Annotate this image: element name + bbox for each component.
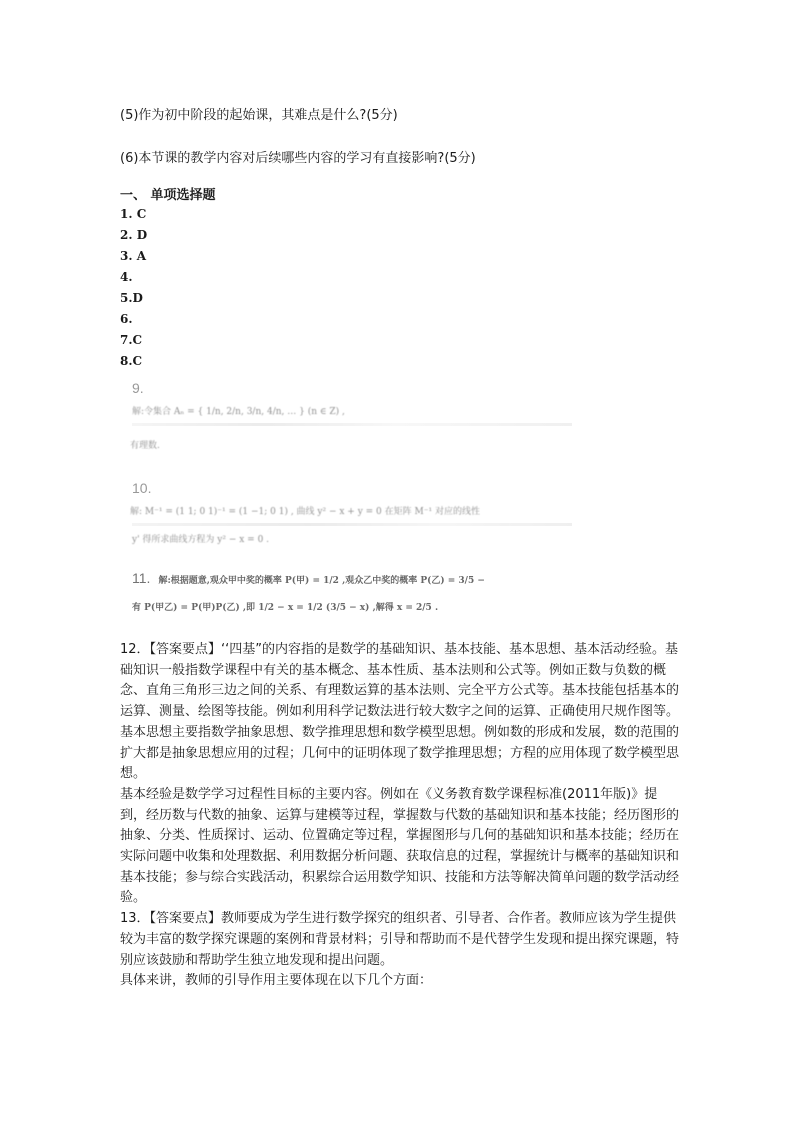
answer-8: 8.C	[120, 354, 143, 368]
solution-11-line-1: 解:根据题意,观众甲中奖的概率 P(甲) = 1/2 ,观众乙中奖的概率 P(乙) = 3/5 −	[158, 576, 485, 586]
question-6: (6)本节课的教学内容对后续哪些内容的学习有直接影响?(5分)	[120, 151, 476, 166]
answer-5: 5.D	[120, 291, 143, 305]
scanned-solution-9	[120, 380, 590, 451]
solution-11-line-2: 有 P(甲乙) = P(甲)P(乙) ,即 1/2 − x = 1/2 (3/5 − x) ,解得 x = 2/5 .	[132, 603, 439, 613]
answer-6: 6.	[120, 312, 133, 326]
answer-12-paragraph-1: 12．【答案要点】‘‘四基”的内容指的是数学的基础知识、基本技能、基本思想、基本活动经验。基础知识一般指数学课程中有关的基本概念、基本性质、基本法则和公式等。例如正数与负数的概念、直角三角形三边之间的关系、有理数运算的基本法则、完全平方公式等。基本技能包括基本的运算、测量、绘图等技能。例如利用科学记数法进行较大数字之间的运算、正确使用尺规作图等。	[120, 642, 680, 720]
scanned-solution-10	[120, 480, 590, 545]
solution-10-faded-line	[132, 523, 572, 526]
answer-12	[120, 640, 680, 992]
section-title: 一、 单项选择题	[120, 188, 216, 203]
scanned-solution-11	[120, 570, 600, 613]
solution-9-faded-line	[132, 423, 572, 426]
solution-9-line-1: 解:令集合 Aₙ = { 1/n, 2/n, 3/n, 4/n, … } (n ∈ Z) ,	[132, 407, 345, 417]
answer-4: 4.	[120, 270, 133, 284]
answer-13-paragraph-2: 具体来讲，教师的引导作用主要体现在以下几个方面：	[120, 973, 433, 989]
answer-12-paragraph-3: 基本经验是数学学习过程性目标的主要内容。例如在《义务教育数学课程标准(2011年版)》提到，经历数与代数的抽象、运算与建模等过程，掌握数与代数的基础知识和基本技能；经历图形的抽象、分类、性质探讨、运动、位置确定等过程，掌握图形与几何的基础知识和基本技能；经历在实际问题中收集和处理数据、利用数据分析问题、获取信息的过程，掌握统计与概率的基础知识和基本技能；参与综合实践活动，积累综合运用数学知识、技能和方法等解决简单问题的数学活动经验。	[120, 786, 680, 906]
answer-1: 1. C	[120, 207, 147, 221]
answer-12-paragraph-2: 基本思想主要指数学抽象思想、数学推理思想和数学模型思想。例如数的形成和发展，数的范围的扩大都是抽象思想应用的过程；几何中的证明体现了数学推理思想；方程的应用体现了数学模型思想。	[120, 724, 680, 782]
answer-7: 7.C	[120, 333, 143, 347]
answer-3: 3. A	[120, 249, 147, 263]
solution-9-number: 9.	[132, 380, 144, 396]
solution-11-number: 11.	[132, 570, 151, 586]
question-5: (5)作为初中阶段的起始课，其难点是什么?(5分)	[120, 108, 398, 123]
solution-10-line-1: 解: M⁻¹ = (1 1; 0 1)⁻¹ = (1 −1; 0 1) , 曲线 y² − x + y = 0 在矩阵 M⁻¹ 对应的线性	[130, 507, 480, 517]
solution-10-number: 10.	[132, 480, 152, 496]
solution-10-line-3: y' 得所求曲线方程为 y² − x = 0 .	[132, 535, 270, 545]
answer-2: 2. D	[120, 228, 148, 242]
solution-9-line-3: 有理数.	[130, 441, 160, 451]
answer-13-paragraph-1: 13．【答案要点】教师要成为学生进行数学探究的组织者、引导者、合作者。教师应该为学生提供较为丰富的数学探究课题的案例和背景材料；引导和帮助而不是代替学生发现和提出探究课题，特别应该鼓励和帮助学生独立地发现和提出问题。	[120, 911, 680, 968]
